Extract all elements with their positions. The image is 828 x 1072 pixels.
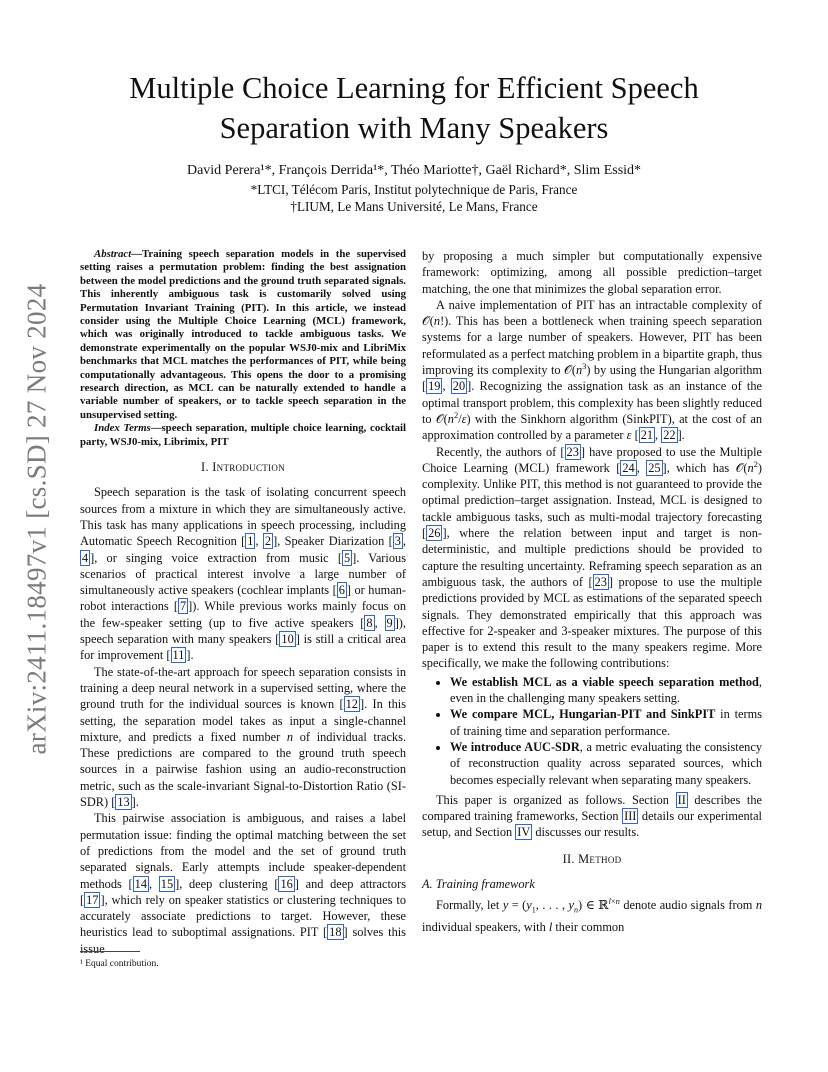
left-column [80, 248, 406, 957]
citation-link[interactable]: 24 [622, 460, 635, 475]
affiliation-lium: †LIUM, Le Mans Université, Le Mans, France [290, 199, 538, 214]
intro-paragraph-3-continued: by proposing a much simpler but computationally expensive framework: optimizing, among all possible prediction–target matching, the one that minimizes the global separation error. [422, 249, 762, 296]
intro-paragraph-5: Recently, the authors of [ 23 ] have proposed to use the Multiple Choice Learning (MCL) framework [ 24 , 25 ], which has $𝒪(n^2)$ complexity. Unlike PIT, this method is not guaranteed to provide the optimal prediction–target assignation. Instead, MCL is designed to tackle ambiguous tasks, such as multi-modal trajectory forecasting [ 26 ], where the relation between input and target is non-deterministic, and multiple predictions should be provided to capture the resulting uncertainty. Reframing speech separation as an ambiguous task, the authors of [ 23 ] propose to use the multiple predictions provided by MCL as estimations of the separated speech signals. They demonstrated empirically that this approach was effective for 2-speaker and 3-speaker mixtures. The purpose of this paper is to extend this result to the many speakers regime. More specifically, we make the following contributions: [422, 444, 763, 671]
citation-link[interactable]: 20 [452, 379, 466, 394]
footnote-rule [80, 951, 140, 952]
citation-link[interactable]: 8 [366, 615, 373, 630]
section-heading-method: II. Method [562, 851, 622, 866]
citation-link[interactable]: 23 [566, 444, 579, 459]
abstract: Abstract—Training speech separation models in the supervised setting raises a permutation problem: finding the best assignation between the model predictions and the ground truth separated signals. This inherently ambiguous task is customarily solved using Permutation Invariant Training (PIT). In this article, we instead consider using the Multiple Choice Learning (MCL) framework, which was originally introduced to tackle ambiguous tasks. We demonstrate experimentally on the popular WSJ0-mix and LibriMix benchmarks that MCL matches the performances of PIT, while being computationally advantageous. This opens the door to a promising research direction, as MCL can be naturally extended to handle a variable number of speakers, or to tackle speech separation in the unsupervised setting. [80, 248, 406, 421]
contribution-item: • We establish MCL as a viable speech separation method, even in the challenging many speakers setting. [450, 674, 762, 707]
author-list: David Perera¹*, François Derrida¹*, Théo Mariotte†, Gaël Richard*, Slim Essid* [186, 163, 642, 178]
citation-link[interactable]: 22 [663, 428, 676, 443]
citation-link[interactable]: 19 [428, 379, 441, 394]
footnote: ¹ Equal contribution. [80, 959, 159, 969]
section-link[interactable]: IV [517, 825, 531, 840]
citation-link[interactable]: 1 [247, 534, 254, 549]
index-terms: Index Terms—speech separation, multiple choice learning, cocktail party, WSJ0-mix, Librimix, PIT [80, 422, 407, 448]
citation-link[interactable]: 23 [594, 574, 607, 589]
contribution-item: • We introduce AUC-SDR, a metric evaluating the consistency of reconstruction quality across separated sources, which becomes especially relevant when separating many speakers. [450, 739, 762, 788]
subsection-heading-training-framework: A. Training framework [422, 876, 535, 891]
right-column [422, 248, 762, 935]
intro-paragraph-2: The state-of-the-art approach for speech separation consists in training a deep neural network in a supervised setting, where the ground truth for the individual sources is known [ 12 ]. In this setting, the separation model takes as input a single-channel mixture, and predicts a fixed number n of individual tracks. These predictions are compared to the ground truth speech sources in a pairwise fashion using an audio-reconstruction metric, such as the scale-invariant Signal-to-Distortion Ratio (SI-SDR) [ 13 ]. [80, 664, 406, 810]
citation-link[interactable]: 10 [281, 632, 294, 647]
citation-link[interactable]: 2 [264, 534, 272, 549]
citation-link[interactable]: 9 [386, 615, 393, 630]
citation-link[interactable]: 18 [329, 925, 342, 940]
intro-paragraph-4: A naive implementation of PIT has an intractable complexity of 𝒪(n!). This has been a bottleneck when training speech separation systems for a large number of speakers. However, PIT has been reformulated as a perfect matching problem in a bipartite graph, thus improving its complexity to $𝒪(n^3)$ by using the Hungarian algorithm [ 19 , 20 ]. Recognizing the assignation task as an instance of the optimal transport problem, this complexity has been slightly reduced to $𝒪(n^2/\varepsilon)$ with the Sinkhorn algorithm (SinkPIT), at the cost of an approximation controlled by a parameter ε [ 21 , 22 ]. [422, 297, 762, 443]
affiliation-ltci: *LTCI, Télécom Paris, Institut polytechnique de Paris, France [250, 182, 578, 197]
method-paragraph-1: Formally, let $y = (y_1$, . . . , $y_n$) ∈ ℝ$^{l\times n}$ denote audio signals from n individual speakers, with l their common [422, 896, 762, 935]
citation-link[interactable]: 6 [338, 583, 345, 598]
contribution-list [422, 674, 762, 788]
citation-link[interactable]: 17 [86, 892, 99, 907]
citation-link[interactable]: 15 [160, 876, 174, 891]
citation-link[interactable]: 26 [428, 526, 441, 541]
arxiv-stamp: arXiv:2411.18497v1 [cs.SD] 27 Nov 2024 [21, 283, 52, 755]
section-link[interactable]: III [624, 809, 637, 824]
citation-link[interactable]: 16 [280, 876, 293, 891]
intro-paragraph-6: This paper is organized as follows. Section II describes the compared training frameworks, Section III details our experimental setup, and Section IV discusses our results. [422, 792, 762, 840]
citation-link[interactable]: 14 [134, 876, 147, 891]
intro-paragraph-1: Speech separation is the task of isolating concurrent speech sources from a mixture in which they are simultaneously active. This task has many applications in speech processing, including Automatic Speech Recognition [ 1 , 2 ], Speaker Diarization [ 3 , 4 ], or singing voice extraction from music [ 5 ]. Various scenarios of practical interest involve a large number of simultaneously active speakers (cochlear implants [ 6 ] or human-robot interactions [ 7 ]). While previous works mainly focus on the few-speaker setting (up to five active speakers [ 8 , 9 ]), speech separation with many speakers [ 10 ] is still a critical area for improvement [ 11 ]. [80, 485, 407, 663]
citation-link[interactable]: 12 [345, 697, 358, 712]
paper-title: Multiple Choice Learning for Efficient Speech Separation with Many Speakers [129, 71, 699, 145]
citation-link[interactable]: 3 [394, 534, 401, 549]
citation-link[interactable]: 4 [82, 550, 89, 565]
citation-link[interactable]: 7 [179, 599, 187, 614]
citation-link[interactable]: 5 [343, 550, 351, 565]
citation-link[interactable]: 13 [117, 795, 130, 810]
citation-link[interactable]: 21 [640, 428, 654, 443]
section-heading-introduction: I. Introduction [201, 460, 285, 475]
citation-link[interactable]: 25 [648, 460, 661, 475]
section-link[interactable]: II [677, 792, 686, 807]
citation-link[interactable]: 11 [172, 648, 185, 663]
intro-paragraph-3: This pairwise association is ambiguous, and raises a label permutation issue: finding the optimal matching between the set of predictions from the model and the set of ground truth separated signals. Early attempts include speaker-dependent methods [ 14 , 15 ], deep clustering [ 16 ] and deep attractors [ 17 ], which rely on speaker statistics or clustering techniques to accurately associate predictions to target. However, these heuristics lead to suboptimal assignations. PIT [ 18 ] solves this issue [80, 811, 407, 956]
contribution-item: • We compare MCL, Hungarian-PIT and SinkPIT in terms of training time and separation performance. [450, 706, 762, 739]
